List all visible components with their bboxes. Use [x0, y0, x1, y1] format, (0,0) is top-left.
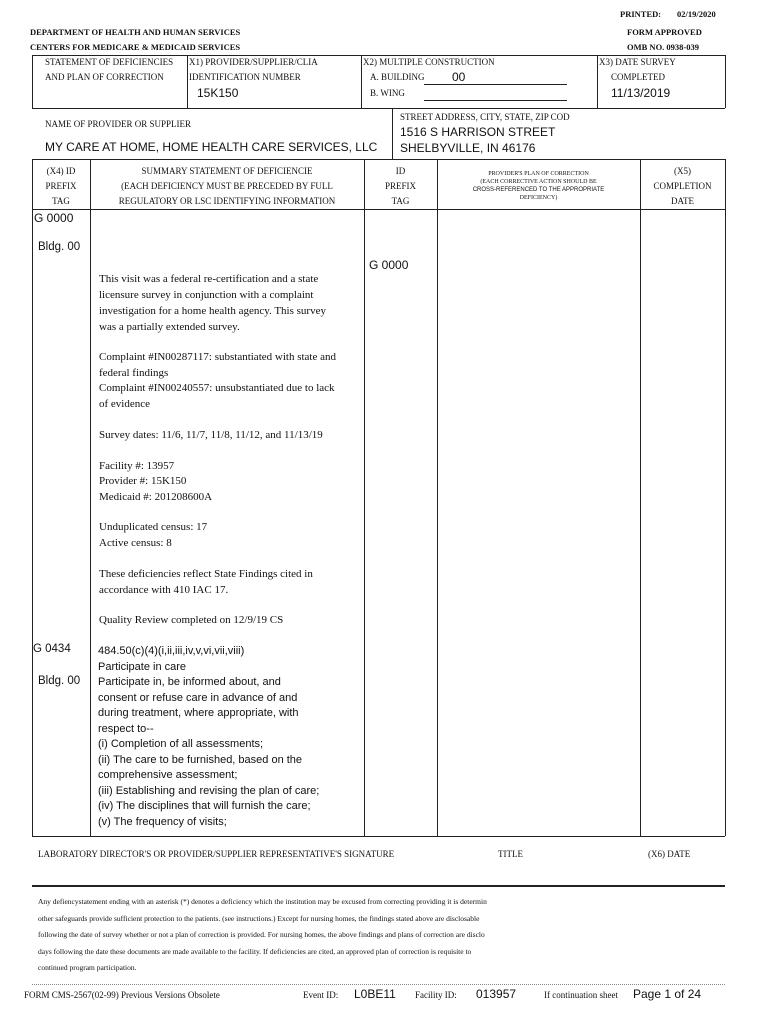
g0434-line: (i) Completion of all assessments; [98, 738, 264, 750]
g0434-line: consent or refuse care in advance of and [98, 691, 298, 704]
active-census: Active census: 8 [99, 537, 172, 549]
summary-paragraph: This visit was a federal re-certification and a state licensure survey in conjunction with a complaint investigation for a home health agency. This survey was a partially extended survey. [99, 273, 326, 333]
facility-id-label: Facility ID: [415, 990, 457, 1000]
provider-name: MY CARE AT HOME, HOME HEALTH CARE SERVICES, LLC [45, 140, 378, 154]
col-id-tag: TAG [391, 196, 410, 206]
state-findings: These deficiencies reflect State Findings cited in accordance with 410 IAC 17. [99, 568, 313, 596]
tag-g0000-right: G 0000 [369, 258, 409, 272]
x1-label-2: IDENTIFICATION NUMBER [189, 72, 301, 82]
facility-id-value: 013957 [476, 987, 517, 1001]
continuation-label: If continuation sheet [544, 990, 618, 1000]
unduplicated-census: Unduplicated census: 17 [99, 521, 208, 533]
centers-name: CENTERS FOR MEDICARE & MEDICAID SERVICES [30, 42, 241, 52]
col-x5-completion: COMPLETION [653, 181, 712, 191]
col-x4-tag: TAG [52, 196, 70, 206]
g0434-line: respect to-- [98, 722, 154, 735]
col-summary-1: SUMMARY STATEMENT OF DEFICIENCIE [141, 166, 313, 176]
g0434-line: (ii) The care to be furnished, based on the [98, 753, 303, 766]
provider-id: 15K150 [197, 86, 239, 100]
x6-date-label: (X6) DATE [648, 849, 691, 859]
event-id-value: L0BE11 [354, 987, 396, 1001]
complaint-1: Complaint #IN00287117: substantiated with state and federal findings [99, 351, 336, 379]
tag-g0000: G 0000 [34, 211, 74, 225]
form-number: FORM CMS-2567(02-99) Previous Versions Obsolete [24, 990, 220, 1000]
x1-label-1: X1) PROVIDER/SUPPLIER/CLIA [189, 57, 318, 67]
dept-name: DEPARTMENT OF HEALTH AND HUMAN SERVICES [30, 27, 241, 37]
printed-label: PRINTED: [620, 9, 662, 19]
disclaimer-line: following the date of survey whether or not a plan of correction is provided. For nursing homes, the above findings and plans of correction are disclo [38, 930, 485, 939]
stmt-label-1: STATEMENT OF DEFICIENCIES [45, 57, 174, 67]
address-label: STREET ADDRESS, CITY, STATE, ZIP COD [400, 112, 570, 122]
g0434-line: (iv) The disciplines that will furnish the care; [98, 800, 311, 812]
signature-label: LABORATORY DIRECTOR'S OR PROVIDER/SUPPLIER REPRESENTATIVE'S SIGNATURE [38, 849, 395, 859]
wing-label: B. WING [370, 88, 405, 98]
x3-label-1: X3) DATE SURVEY [599, 57, 676, 67]
col-x5: (X5) [674, 166, 691, 176]
g0434-line: during treatment, where appropriate, with [98, 707, 299, 719]
form-approved: FORM APPROVED [627, 27, 702, 37]
col-x4-prefix: PREFIX [45, 181, 77, 191]
bldg-label: Bldg. 00 [38, 241, 81, 253]
x3-label-2: COMPLETED [611, 72, 665, 82]
survey-dates: Survey dates: 11/6, 11/7, 11/8, 11/12, and 11/13/19 [99, 429, 323, 441]
x2-label: X2) MULTIPLE CONSTRUCTION [363, 57, 495, 67]
building-label: A. BUILDING [370, 72, 425, 82]
event-id-label: Event ID: [303, 990, 339, 1000]
omb-number: OMB NO. 0938-039 [627, 42, 700, 52]
provider-number: Provider #: 15K150 [99, 475, 187, 487]
g0434-line: 484.50(c)(4)(i,ii,iii,iv,v,vi,vii,viii) [98, 645, 245, 657]
col-plan-2: (EACH CORRECTIVE ACTION SHOULD BE [480, 179, 597, 185]
printed-date: 02/19/2020 [677, 9, 716, 19]
complaint-2: Complaint #IN00240557: unsubstantiated due to lack of evidence [99, 382, 335, 410]
disclaimer-line: Any defiencystatement ending with an asterisk (*) denotes a deficiency which the institution may be excused from correcting providing it is determin [38, 897, 487, 906]
quality-review: Quality Review completed on 12/9/19 CS [99, 614, 284, 626]
col-plan-3: CROSS-REFERENCED TO THE APPROPRIATE [472, 187, 605, 193]
page-number: Page 1 of 24 [633, 987, 702, 1001]
disclaimer-line: days following the date these documents are made available to the facility. If deficiencies are cited, an approved plan of correction is requisite to [38, 946, 472, 956]
g0434-line: (v) The frequency of visits; [98, 815, 227, 828]
title-label: TITLE [498, 849, 523, 859]
medicaid-number: Medicaid #: 201208600A [99, 491, 213, 503]
building-value: 00 [452, 70, 466, 84]
g0434-line: Participate in, be informed about, and [98, 676, 281, 688]
tag-g0434: G 0434 [33, 643, 71, 655]
bldg-label-2: Bldg. 00 [38, 675, 81, 687]
survey-completed-date: 11/13/2019 [611, 86, 671, 100]
col-id-prefix: PREFIX [384, 181, 416, 191]
col-summary-2: (EACH DEFICIENCY MUST BE PRECEDED BY FULL [121, 181, 333, 191]
g0434-line: (iii) Establishing and revising the plan of care; [98, 784, 320, 797]
facility-number: Facility #: 13957 [99, 460, 175, 472]
provider-label: NAME OF PROVIDER OR SUPPLIER [45, 119, 192, 129]
g0434-line: Participate in care [98, 660, 187, 673]
col-x5-date: DATE [671, 196, 694, 206]
col-id: ID [395, 166, 406, 176]
col-plan-4: DEFICIENCY) [519, 195, 558, 201]
address-city: SHELBYVILLE, IN 46176 [400, 141, 536, 155]
disclaimer-line: continued program participation. [38, 963, 137, 972]
address-street: 1516 S HARRISON STREET [400, 125, 556, 139]
g0434-line: comprehensive assessment; [98, 769, 238, 781]
stmt-label-2: AND PLAN OF CORRECTION [45, 72, 164, 82]
col-x4-id: (X4) ID [46, 166, 76, 176]
g0434-text [98, 644, 360, 830]
col-plan-1: PROVIDER'S PLAN OF CORRECTION [488, 171, 589, 177]
disclaimer-line: other safeguards provide sufficient protection to the patients. (see instructions.) Except for nursing homes, the findings stated above are disclosable [38, 913, 480, 923]
disclaimer [38, 894, 487, 977]
col-summary-3: REGULATORY OR LSC IDENTIFYING INFORMATION [118, 196, 336, 206]
